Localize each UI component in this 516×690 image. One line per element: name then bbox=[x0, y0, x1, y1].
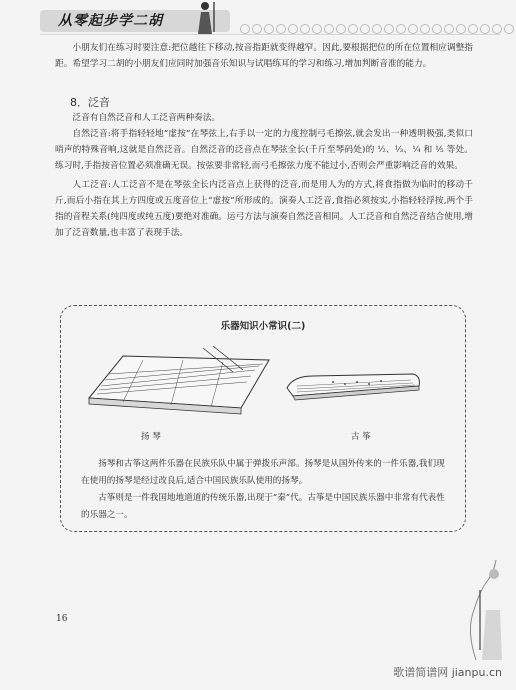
box-para-1: 扬琴和古筝这两件乐器在民族乐队中属于弹拨乐声部。扬琴是从国外传来的一件乐器,我们现在使用的扬琴是经过改良后,适合中国民族乐队使用的扬琴。 bbox=[81, 459, 445, 486]
instrument-knowledge-box bbox=[60, 305, 466, 532]
header-banner bbox=[0, 0, 516, 38]
box-para-2: 古筝则是一件我国地地道道的传统乐器,出现于“秦”代。古筝是中国民族乐器中非常有代表性的乐器之一。 bbox=[81, 493, 445, 520]
intro-text: 小朋友们在练习时要注意:把位越往下移动,按音指距就变得越窄。因此,要根据把位的所在位置相应调整指距。希望学习二胡的小朋友们应同时加强音乐知识与试唱练耳的学习和练习,增加判断音准的能力。 bbox=[55, 43, 473, 69]
section-para-2: 自然泛音:将手指轻轻地“虚按”在琴弦上,右手以一定的力度控制弓毛擦弦,就会发出一种透明极强,类似口哨声的特殊音响,这就是自然泛音。自然泛音的泛音点在琴弦全长(千斤至琴码处)的 ½、⅓、¼ 和 ⅕ 等处。练习时,手指按音位置必须准确无误。按弦要非常轻,而弓毛擦弦力度不能过小,否则会严重影响泛音的效果。 bbox=[55, 129, 473, 171]
page-number: 16 bbox=[56, 614, 68, 624]
intro-paragraph bbox=[55, 40, 473, 72]
section-para-1: 泛音有自然泛音和人工泛音两种奏法。 bbox=[72, 113, 221, 123]
site-watermark: 歌谱简谱网 jianpu.cn bbox=[393, 666, 502, 679]
box-title: 乐器知识小常识(二) bbox=[220, 321, 306, 332]
book-title: 从零起步学二胡 bbox=[58, 13, 163, 29]
guzheng-caption: 古 筝 bbox=[351, 432, 371, 442]
yangqin-illustration bbox=[83, 338, 273, 418]
musician-silhouette-icon bbox=[436, 550, 506, 660]
header-rule bbox=[40, 34, 500, 35]
decorative-circles bbox=[240, 24, 516, 34]
section-body bbox=[55, 110, 473, 241]
section-para-3: 人工泛音:人工泛音不是在琴弦全长内泛音点上获得的泛音,而是用人为的方式,将食指做为临时的移动千斤,而后小指在其上方四度或五度音位上“虚按”所形成的。演奏人工泛音,食指必须按实,小指轻轻浮按,两个手指的音程关系(纯四度或纯五度)要绝对准确。运弓方法与演奏自然泛音相同。人工泛音和自然泛音结合使用,增加了泛音数量,也丰富了表现手法。 bbox=[55, 180, 473, 238]
guzheng-illustration bbox=[283, 366, 423, 406]
box-body bbox=[81, 456, 451, 524]
yangqin-caption: 扬 琴 bbox=[141, 432, 161, 442]
erhu-player-icon bbox=[190, 0, 220, 34]
section-heading: 8．泛音 bbox=[70, 96, 110, 109]
